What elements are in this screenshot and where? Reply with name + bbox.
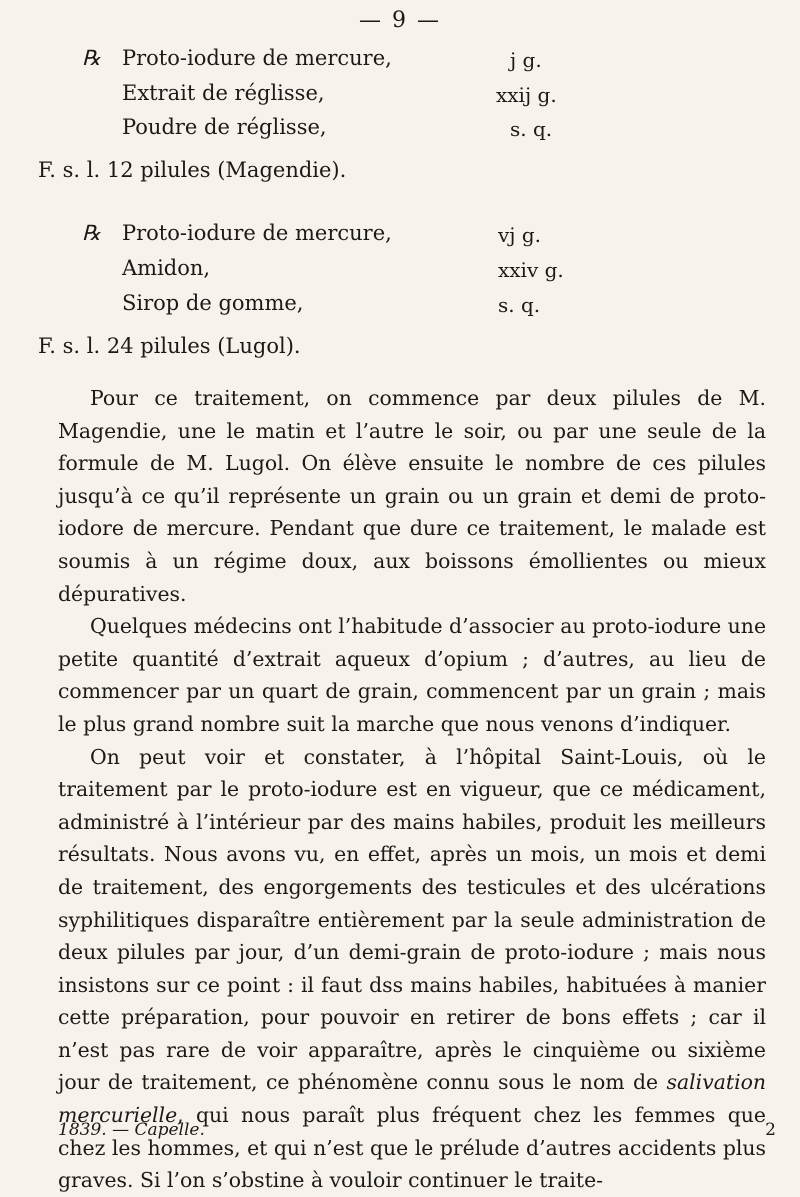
ingredient-quantity: s. q. bbox=[498, 293, 541, 317]
paragraph: Pour ce traitement, on commence par deux pilules de M. Magendie, une le matin et l’autre le soir, ou par une seule de la formule de M. Lugol. On élève ensuite le nombre de ces pilules jusqu’à ce qu’il représente un grain ou un grain et demi de proto-iodore de mercure. Pendant que dure ce traitement, le malade est soumis à un régime doux, aux boissons émollientes ou mieux dépuratives. bbox=[58, 386, 766, 606]
italic-term: salivation mercurielle bbox=[58, 1070, 766, 1128]
ingredient-quantity: xxij g. bbox=[496, 83, 557, 107]
formula-instruction: F. s. l. 24 pilules (Lugol). bbox=[38, 334, 301, 358]
printer-signature: 1839. — Capelle. bbox=[58, 1120, 205, 1140]
body-text bbox=[58, 382, 766, 1197]
page-footer bbox=[58, 1120, 776, 1140]
ingredient-name: Proto-iodure de mercure, bbox=[122, 46, 392, 70]
recipe-item bbox=[82, 45, 392, 72]
ingredient-quantity: xxiv g. bbox=[498, 258, 564, 282]
paragraph-text: , qui nous paraît plus fréquent chez les femmes que chez les hommes, et qui n’est que le prélude d’autres accidents plus graves. Si l’on s’obstine à vouloir continuer le traite- bbox=[58, 1103, 766, 1193]
page-number: — 9 — bbox=[359, 8, 441, 33]
prescription-symbol-icon: ℞ bbox=[82, 221, 101, 245]
paragraph: Quelques médecins ont l’habitude d’associer au proto-iodure une petite quantité d’extrait aqueux d’opium ; d’autres, au lieu de commencer par un quart de grain, commencent par un grain ; mais le plus grand nombre suit la marche que nous venons d’indiquer. bbox=[58, 614, 767, 736]
formula-instruction: F. s. l. 12 pilules (Magendie). bbox=[38, 158, 347, 182]
paragraph-text: On peut voir et constater, à l’hôpital Saint-Louis, où le traitement par le proto-iodure est en vigueur, que ce médicament, administré à l’intérieur par des mains habiles, produit les meilleurs résultats. Nous avons vu, en effet, après un mois, un mois et demi de traitement, des engorgements des testicules et des ulcérations syphilitiques disparaître entièrement par la seule administration de deux pilules par jour, d’un demi-grain de proto-iodure ; mais nous insistons sur ce point : il faut dss mains habiles, habituées à manier cette préparation, pour pouvoir en retirer de bons effets ; car il n’est pas rare de voir apparaître, après le cinquième ou sixième jour de traitement, ce phénomène connu sous le nom de bbox=[58, 744, 766, 1095]
ingredient-quantity: j g. bbox=[510, 48, 542, 72]
sheet-number: 2 bbox=[765, 1120, 776, 1140]
recipe-item bbox=[82, 220, 392, 247]
ingredient-name: Proto-iodure de mercure, bbox=[122, 221, 392, 245]
prescription-symbol-icon: ℞ bbox=[82, 46, 101, 70]
ingredient-name: Amidon, bbox=[122, 256, 211, 280]
ingredient-quantity: vj g. bbox=[498, 223, 542, 247]
ingredient-quantity: s. q. bbox=[510, 117, 553, 141]
ingredient-name: Poudre de réglisse, bbox=[122, 115, 327, 139]
ingredient-name: Extrait de réglisse, bbox=[122, 81, 325, 105]
ingredient-name: Sirop de gomme, bbox=[122, 291, 304, 315]
